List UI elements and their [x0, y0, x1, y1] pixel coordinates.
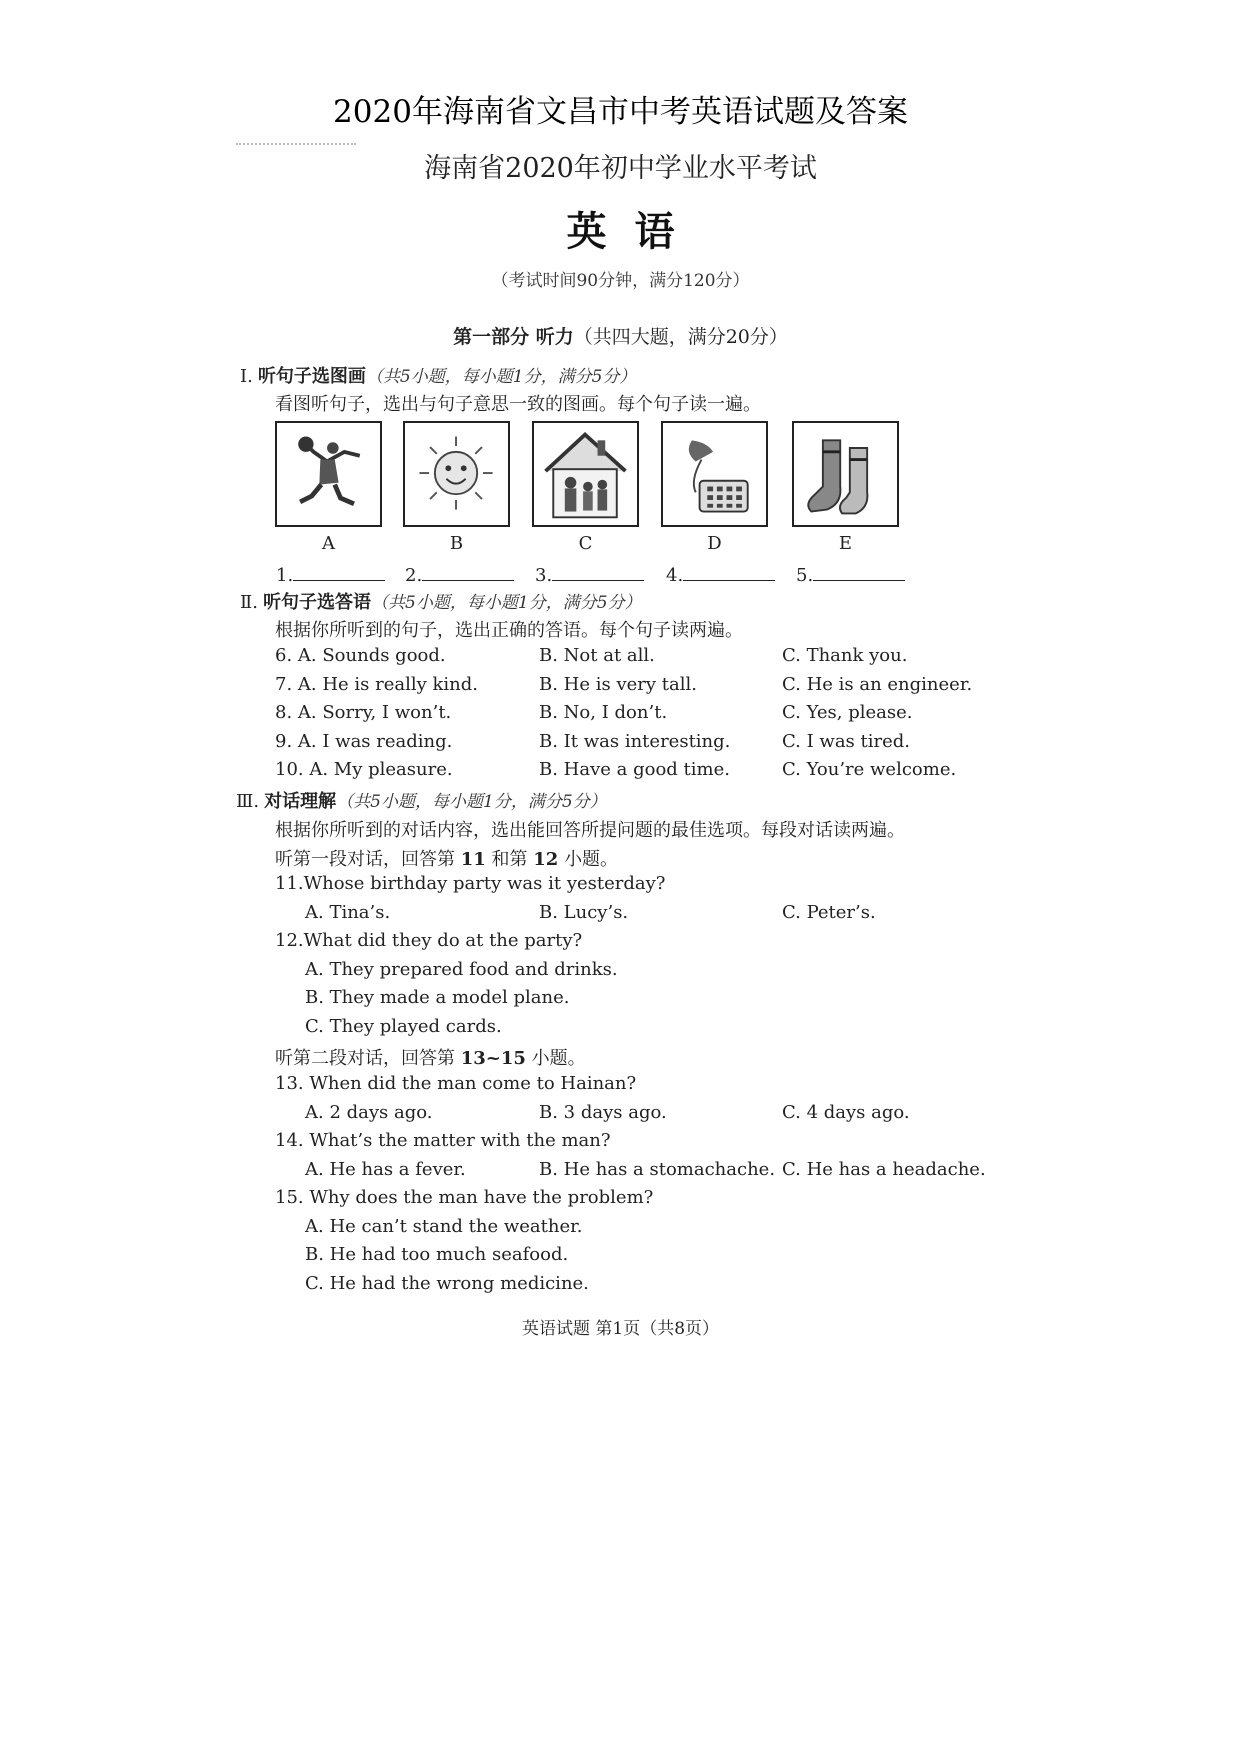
q8-option-b: B. No, I don’t.: [539, 702, 668, 723]
q13-option-c: C. 4 days ago.: [782, 1102, 910, 1123]
picture-d: [661, 421, 768, 527]
q14-option-b: B. He has a stomachache.: [539, 1159, 776, 1180]
q13-option-b: B. 3 days ago.: [539, 1102, 667, 1123]
q11-question: 11.Whose birthday party was it yesterday?: [275, 873, 666, 894]
section-3-number: Ⅲ.: [236, 791, 260, 812]
q11-option-c: C. Peter’s.: [782, 902, 876, 923]
q15-question: 15. Why does the man have the problem?: [275, 1187, 654, 1208]
answer-blank-4[interactable]: [666, 562, 775, 586]
answer-blank-3[interactable]: [535, 562, 644, 586]
dialog-1-intro-mid: 和第: [491, 849, 528, 870]
q14-question: 14. What’s the matter with the man?: [275, 1130, 611, 1151]
exam-name: 海南省2020年初中学业水平考试: [424, 153, 817, 184]
q15-option-a: A. He can’t stand the weather.: [305, 1216, 583, 1237]
q7-option-c: C. He is an engineer.: [782, 674, 973, 695]
subject-heading: 英语: [566, 208, 703, 255]
answer-number: 3.: [535, 565, 553, 586]
section-2-heading: [240, 588, 642, 614]
dialog-1-q-start: 11: [460, 849, 486, 870]
q15-option-b: B. He had too much seafood.: [305, 1244, 569, 1265]
section-2-title: 听句子选答语: [263, 592, 372, 613]
section-2-instruction: 根据你所听到的句子，选出正确的答语。每个句子读两遍。: [275, 620, 743, 641]
picture-e: [792, 421, 899, 527]
exam-time-note: （考试时间90分钟，满分120分）: [491, 271, 750, 291]
q9-option-b: B. It was interesting.: [539, 731, 731, 752]
picture-label-a: A: [322, 533, 335, 554]
picture-a: [275, 421, 382, 527]
document-title: 2020年海南省文昌市中考英语试题及答案: [333, 94, 908, 130]
dialog-1-intro-end: 小题。: [564, 849, 619, 870]
q10-option-b: B. Have a good time.: [539, 759, 730, 780]
section-1-title: 听句子选图画: [257, 366, 366, 387]
part-note: （共四大题，满分20分）: [573, 326, 788, 348]
section-3-instruction: 根据你所听到的对话内容，选出能回答所提问题的最佳选项。每段对话读两遍。: [275, 820, 905, 841]
socks-icon: [794, 423, 897, 525]
answer-number: 4.: [666, 565, 684, 586]
q8-option-c: C. Yes, please.: [782, 702, 913, 723]
section-2-number: Ⅱ.: [240, 592, 258, 613]
part-heading: [0, 322, 1241, 349]
dialog-2-intro: [275, 1044, 586, 1070]
picture-label-d: D: [707, 533, 722, 554]
q8-option-a: 8. A. Sorry, I won’t.: [275, 702, 452, 723]
q10-option-c: C. You’re welcome.: [782, 759, 957, 780]
answer-number: 1.: [276, 565, 294, 586]
q9-option-c: C. I was tired.: [782, 731, 910, 752]
sun-icon: [405, 423, 508, 525]
q9-option-a: 9. A. I was reading.: [275, 731, 453, 752]
dialog-1-intro: [275, 845, 618, 871]
answer-blank-5[interactable]: [796, 562, 905, 586]
q12-option-a: A. They prepared food and drinks.: [305, 959, 618, 980]
section-1-note: （共5小题，每小题1分，满分5分）: [365, 367, 637, 387]
part-title: 第一部分 听力: [453, 326, 574, 348]
picture-c: [532, 421, 639, 527]
picture-label-b: B: [449, 533, 464, 554]
q7-option-b: B. He is very tall.: [539, 674, 697, 695]
q6-option-a: 6. A. Sounds good.: [275, 645, 446, 666]
q11-option-a: A. Tina’s.: [305, 902, 391, 923]
answer-number: 5.: [796, 565, 814, 586]
q11-option-b: B. Lucy’s.: [539, 902, 629, 923]
q12-question: 12.What did they do at the party?: [275, 930, 583, 951]
answer-blank-1[interactable]: [276, 562, 385, 586]
basketball-player-icon: [277, 423, 380, 525]
q12-option-c: C. They played cards.: [305, 1016, 502, 1037]
section-3-title: 对话理解: [264, 791, 337, 812]
section-2-note: （共5小题，每小题1分，满分5分）: [371, 593, 642, 613]
section-1-number: Ⅰ.: [240, 366, 253, 387]
q14-option-c: C. He has a headache.: [782, 1159, 986, 1180]
q13-option-a: A. 2 days ago.: [305, 1102, 433, 1123]
answer-blank-2[interactable]: [405, 562, 514, 586]
dialog-2-intro-text: 听第二段对话，回答第: [275, 1048, 455, 1069]
page-footer: 英语试题 第1页（共8页）: [521, 1319, 720, 1339]
q6-option-c: C. Thank you.: [782, 645, 908, 666]
section-1-instruction: 看图听句子，选出与句子意思一致的图画。每个句子读一遍。: [275, 394, 761, 415]
section-3-heading: [236, 787, 607, 813]
picture-b: [403, 421, 510, 527]
dialog-2-q-range: 13~15: [460, 1048, 526, 1069]
section-3-note: （共5小题，每小题1分，满分5分）: [336, 792, 607, 812]
q14-option-a: A. He has a fever.: [305, 1159, 466, 1180]
q12-option-b: B. They made a model plane.: [305, 987, 570, 1008]
picture-label-e: E: [838, 533, 853, 554]
q7-option-a: 7. A. He is really kind.: [275, 674, 479, 695]
q10-option-a: 10. A. My pleasure.: [275, 759, 453, 780]
picture-label-c: C: [578, 533, 593, 554]
answer-number: 2.: [405, 565, 423, 586]
dialog-2-intro-end: 小题。: [531, 1048, 586, 1069]
q13-question: 13. When did the man come to Hainan?: [275, 1073, 637, 1094]
q6-option-b: B. Not at all.: [539, 645, 655, 666]
telephone-icon: [663, 423, 766, 525]
dialog-1-intro-text: 听第一段对话，回答第: [275, 849, 455, 870]
q15-option-c: C. He had the wrong medicine.: [305, 1273, 589, 1294]
section-1-heading: [240, 362, 636, 388]
family-house-icon: [534, 423, 637, 525]
dialog-1-q-end: 12: [533, 849, 559, 870]
